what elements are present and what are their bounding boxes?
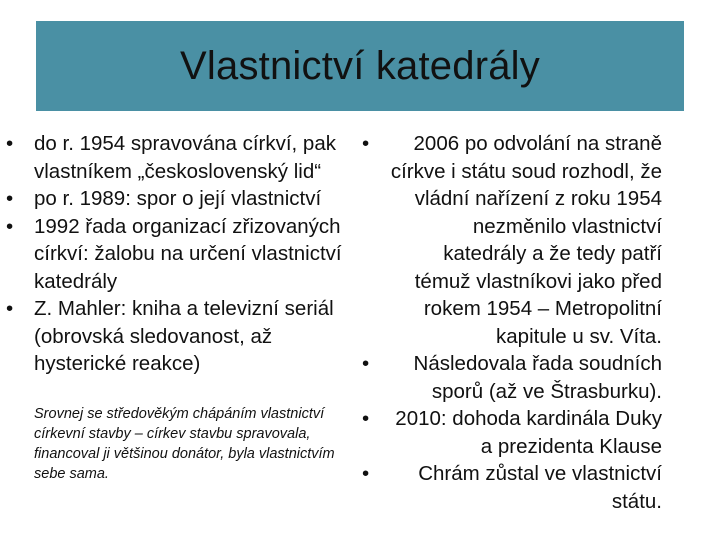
- slide-title: Vlastnictví katedrály: [180, 43, 540, 88]
- list-item: [362, 460, 662, 515]
- bullet-icon: •: [6, 297, 14, 320]
- list-item: [6, 130, 366, 185]
- title-bar: [36, 21, 684, 111]
- comparison-note: Srovnej se středověkým chápáním vlastnictví církevní stavby – církev stavbu spravovala, financoval ji většinou donátor, byla vlastnictvím sebe sama.: [34, 406, 335, 482]
- bullet-icon: •: [362, 352, 370, 375]
- bullet-icon: •: [6, 132, 14, 155]
- bullet-icon: •: [362, 462, 370, 485]
- list-item: [6, 185, 366, 213]
- list-item: [362, 350, 662, 405]
- left-bullet-list: [6, 130, 366, 378]
- list-item-text: do r. 1954 spravována církví, pak vlastníkem „československý lid“: [34, 132, 336, 183]
- list-item-text: po r. 1989: spor o její vlastnictví: [34, 187, 322, 210]
- list-item: [362, 130, 662, 350]
- list-item-text: Z. Mahler: kniha a televizní seriál (obrovská sledovanost, až hysterické reakce): [34, 297, 334, 375]
- bullet-icon: •: [362, 132, 370, 155]
- list-item-text: 2006 po odvolání na straně církve i státu soud rozhodl, že vládní nařízení z roku 1954 nezměnilo vlastnictví katedrály a že tedy patří témuž vlastníkovi jako před rokem 1954 – Metropolitní kapitule u sv. Víta.: [390, 132, 662, 348]
- list-item-text: Následovala řada soudních sporů (až ve Štrasburku).: [413, 352, 662, 403]
- list-item-text: 2010: dohoda kardinála Duky a prezidenta Klause: [395, 407, 662, 458]
- list-item-text: 1992 řada organizací zřizovaných církví: žalobu na určení vlastnictví katedrály: [34, 214, 342, 293]
- right-bullet-list: [362, 130, 662, 515]
- list-item: [362, 405, 662, 460]
- list-item: [6, 295, 366, 378]
- list-item-text: Chrám zůstal ve vlastnictví státu.: [418, 462, 662, 513]
- bullet-icon: •: [362, 407, 370, 430]
- list-item: [6, 213, 366, 296]
- bullet-icon: •: [6, 187, 14, 210]
- bullet-icon: •: [6, 214, 14, 238]
